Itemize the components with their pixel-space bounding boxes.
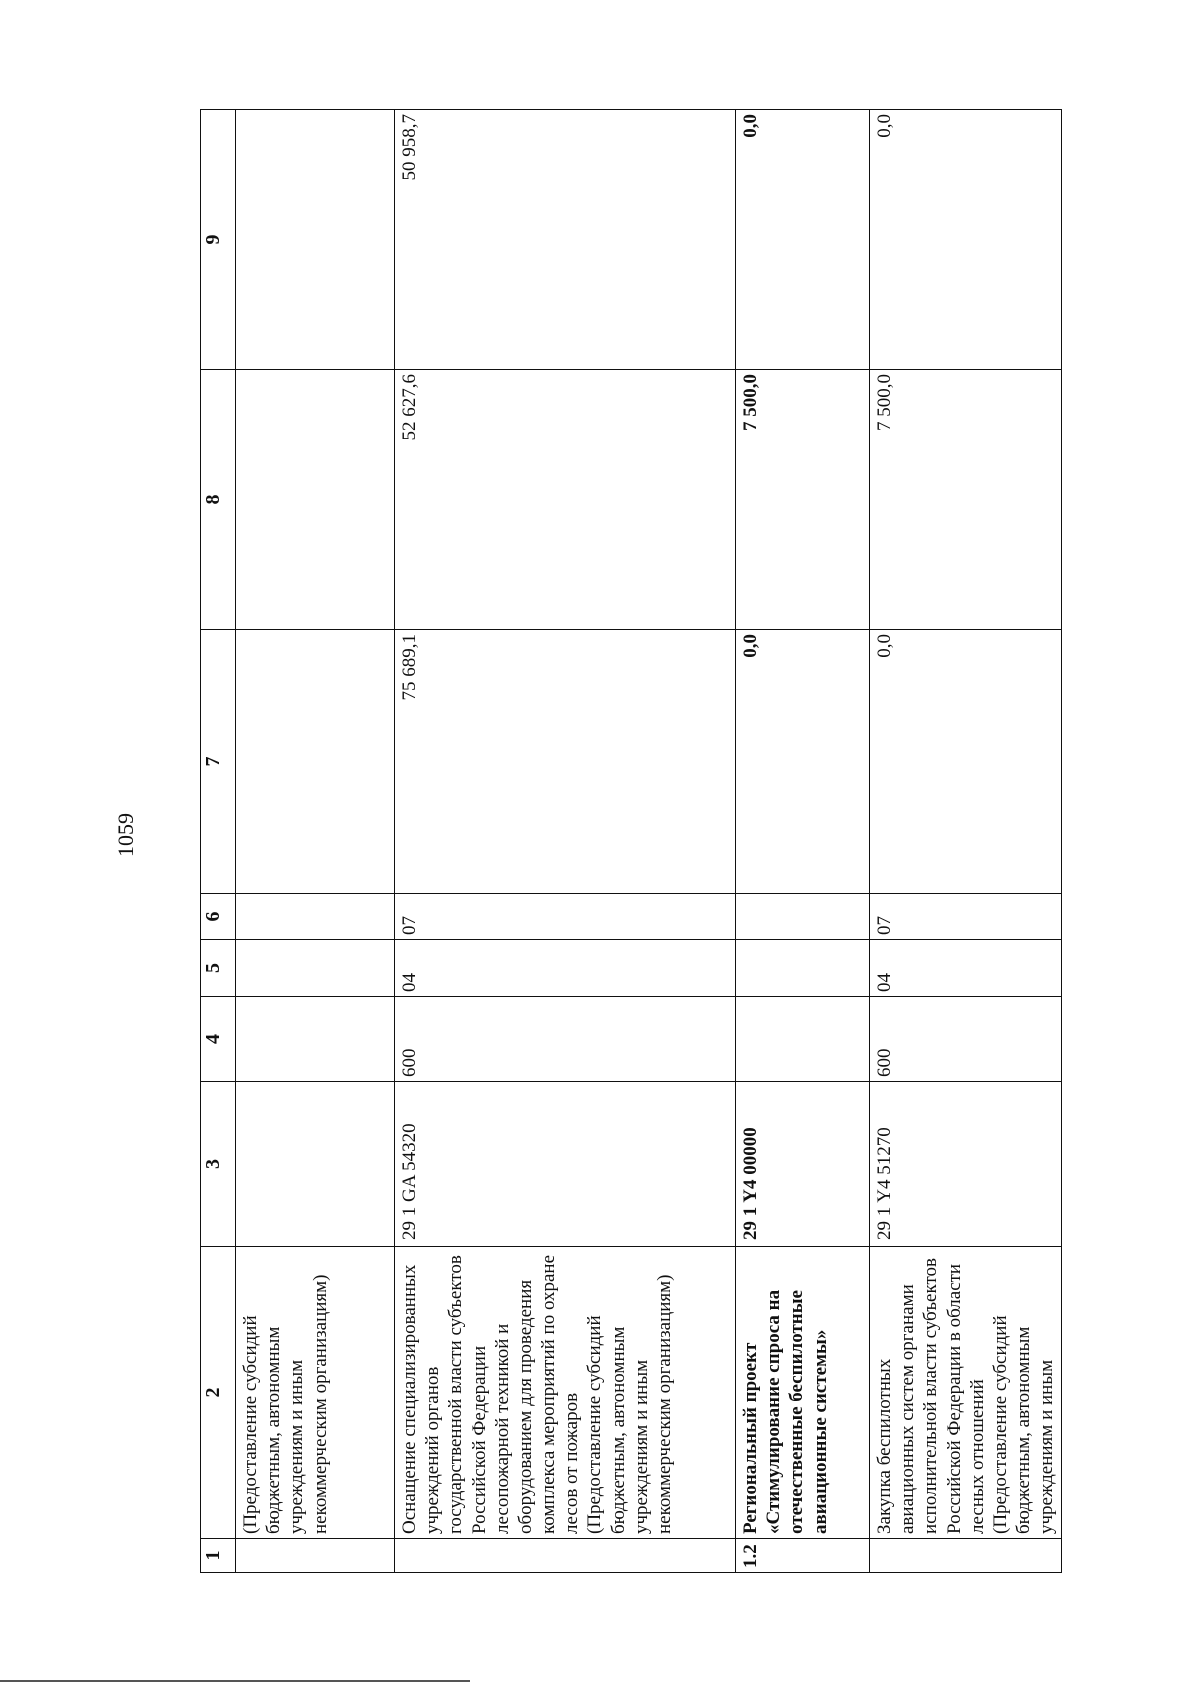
amount-col8: 52 627,6 [395,370,736,630]
description: Закупка беспилотных авиационных систем органами исполнительной власти субъектов Российской Федерации в области лесных отношений (Предоставление субсидий бюджетным, автономным учреждениям и иным [870,1247,1062,1539]
expense-type [736,997,870,1082]
col-header-2: 2 [201,1247,236,1539]
amount-col8 [236,370,395,630]
budget-table [200,109,1062,1573]
header-row [201,110,236,1573]
budget-table-rotated [200,110,1090,1573]
table-row-section [736,110,870,1573]
description: (Предоставление субсидий бюджетным, автономным учреждениям и иным некоммерческим организациям) [236,1247,395,1539]
col-header-5: 5 [201,940,236,997]
amount-col8: 7 500,0 [870,370,1062,630]
amount-col7: 75 689,1 [395,630,736,894]
amount-col7: 0,0 [736,630,870,894]
amount-col9 [236,110,395,370]
expense-type: 600 [395,997,736,1082]
row-number [236,1539,395,1573]
subsection [736,894,870,940]
col-header-3: 3 [201,1082,236,1247]
table-row [870,110,1062,1573]
amount-col9: 0,0 [736,110,870,370]
amount-col7: 0,0 [870,630,1062,894]
col-header-9: 9 [201,110,236,370]
table-row [395,110,736,1573]
row-number: 1.2 [736,1539,870,1573]
col-header-4: 4 [201,997,236,1082]
amount-col7 [236,630,395,894]
expense-type: 600 [870,997,1062,1082]
col-header-7: 7 [201,630,236,894]
table-row [236,110,395,1573]
section [236,940,395,997]
expense-type [236,997,395,1082]
page-number: 1059 [113,813,138,857]
row-number [395,1539,736,1573]
col-header-6: 6 [201,894,236,940]
col-header-8: 8 [201,370,236,630]
subsection [236,894,395,940]
scan-edge-line [0,1680,470,1682]
col-header-1: 1 [201,1539,236,1573]
description: Региональный проект «Стимулирование спроса на отечественные беспилотные авиационные системы» [736,1247,870,1539]
amount-col8: 7 500,0 [736,370,870,630]
target-code [236,1082,395,1247]
section: 04 [395,940,736,997]
subsection: 07 [870,894,1062,940]
target-code: 29 1 Y4 00000 [736,1082,870,1247]
row-number [870,1539,1062,1573]
amount-col9: 50 958,7 [395,110,736,370]
section: 04 [870,940,1062,997]
subsection: 07 [395,894,736,940]
section [736,940,870,997]
target-code: 29 1 Y4 51270 [870,1082,1062,1247]
description: Оснащение специализированных учреждений органов государственной власти субъектов Российской Федерации лесопожарной техникой и оборудованием для проведения комплекса мероприятий по охране лесов от пожаров (Предоставление субсидий бюджетным, автономным учреждениям и иным некоммерческим организациям) [395,1247,736,1539]
target-code: 29 1 GA 54320 [395,1082,736,1247]
amount-col9: 0,0 [870,110,1062,370]
